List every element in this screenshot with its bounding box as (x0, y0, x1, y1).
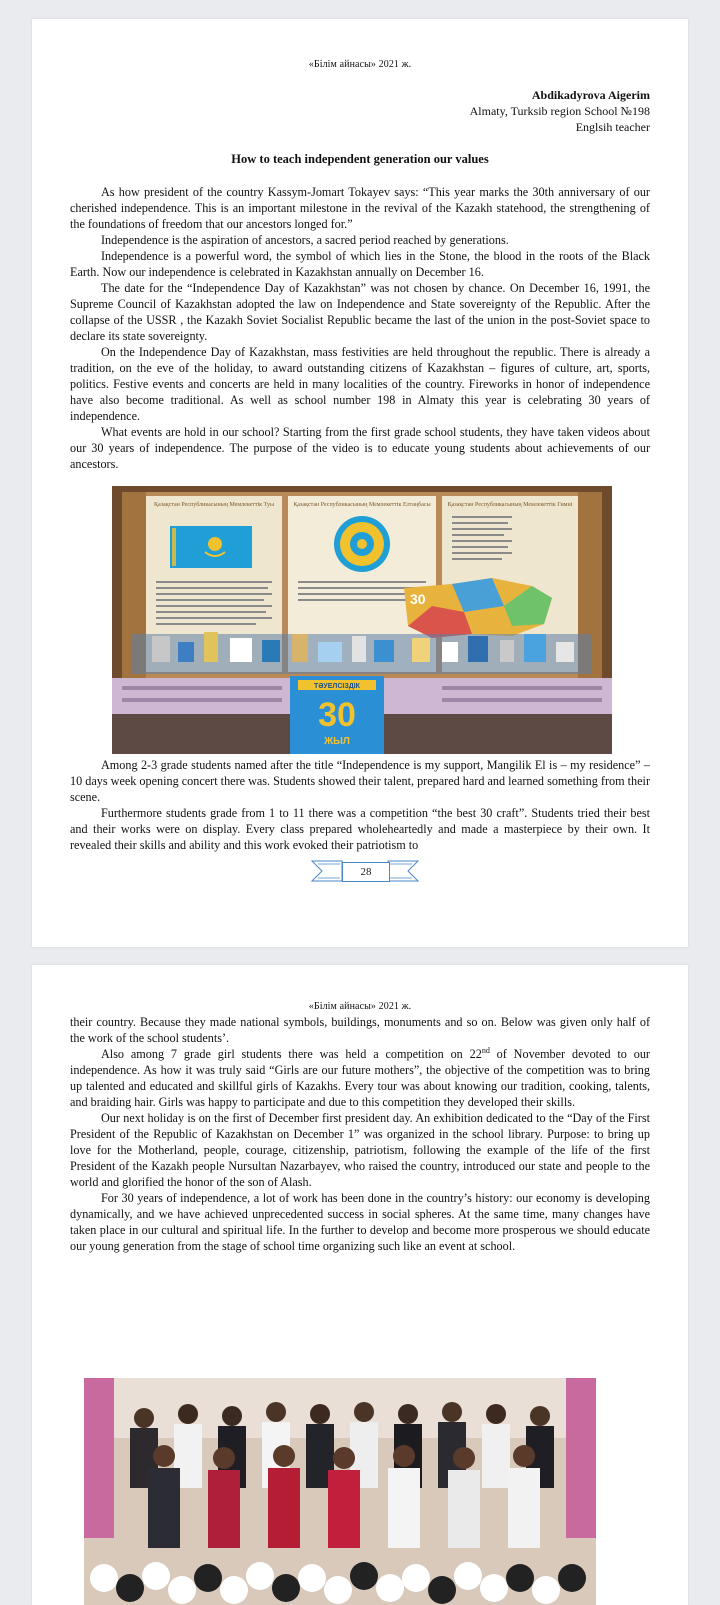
panel-center-title: Қазақстан Республикасының Мемлекеттік Елтаңбасы (293, 502, 431, 508)
journal-header: «Білім айнасы» 2021 ж. (308, 59, 412, 70)
paragraph: What events are hold in our school? Starting from the first grade school students, they have taken videos about our 30 years of independence. The purpose of the video is to educate young students about achievements of our ancestors. (70, 425, 650, 471)
article-title: How to teach independent generation our values (231, 152, 489, 166)
author-school: Almaty, Turksib region School №198 (469, 104, 650, 118)
paragraph: Among 2-3 grade students named after the title “Independence is my support, Mangilik El is – my residence” – 10 days week opening concert there was. Students showed their talent, prepared hard and learned something from their scene. (70, 758, 650, 804)
state-emblem-icon (334, 516, 390, 572)
panel-right-title: Қазақстан Республикасының Мемлекеттік Гимні (447, 502, 573, 508)
paragraph-text: Also among 7 grade girl students there was held a competition on 22 (101, 1047, 482, 1061)
paragraph: As how president of the country Kassym-Jomart Tokayev says: “This year marks the 30th anniversary of our cherished independence. This is an important milestone in the revival of the Kazakh statehood, the strengthening of the foundations of freedom that our ancestors longed for.” (70, 185, 650, 231)
girls-competition-photo (84, 1378, 596, 1605)
paragraph: Furthermore students grade from 1 to 11 there was a competition “the best 30 craft”. Students tried their best and their works were on display. Every class prepared wholeheartedly and made a masterpiece by their own. It revealed their skills and ability and this work evoked their patriotism to (70, 806, 650, 852)
paragraph (70, 1046, 650, 1110)
document-page-1 (32, 19, 688, 947)
paragraph: their country. Because they made national symbols, buildings, monuments and so on. Below was given only half of the work of the school students’. (70, 1015, 650, 1045)
paragraph-text: of November devoted to our independence. As how it was truly said “Girls are our future mothers”, the objective of the competition was to bring up talented and educated and skillful girls of Kazakhs. Every tour was about knowing our tradition, cooking, talents, and braiding hair. Girls was happy to participate and due to this competition they developed their skills. (70, 1047, 650, 1109)
document-page-2 (32, 965, 688, 1605)
author-name: Abdikadyrova Aigerim (531, 88, 650, 102)
paragraph: Our next holiday is on the first of December first president day. An exhibition dedicated to the “Day of the First President of the Republic of Kazakhstan on December 1” was organized in the school library. Purpose: to bring up love for the Motherland, people, courage, citizenship, patriotism, following the example of the life of the first President of the Kazakh people Nursultan Nazarbayev, who raised the country, introduced our state and people to the world and glorified the honor of the son of Alash. (70, 1111, 650, 1189)
kazakhstan-map-craft (404, 578, 552, 638)
page-number: 28 (342, 862, 390, 882)
paragraph: On the Independence Day of Kazakhstan, mass festivities are held throughout the republic. There is already a tradition, on the eve of the holiday, to award outstanding citizens of Kazakhstan – figures of culture, art, sports, politics. Festive events and concerts are held in many localities of the country. Fireworks in honor of independence have also become traditional. As well as school number 198 in Almaty this year is celebrating 30 years of independence. (70, 345, 650, 423)
author-position: Englsih teacher (575, 120, 650, 134)
kazakhstan-flag-icon (170, 526, 252, 568)
author-block (470, 87, 650, 135)
paragraph: The date for the “Independence Day of Kazakhstan” was not chosen by chance. On December 16, 1991, the Supreme Council of Kazakhstan adopted the law on Independence and State sovereignty of the Republic. After the collapse of the USSR , the Kazakh Soviet Socialist Republic became the last of the union in the post-Soviet space to declare its state sovereignty. (70, 281, 650, 343)
paragraph: Independence is the aspiration of ancestors, a sacred period reached by generations. (101, 233, 509, 247)
panel-left-title: Қазақстан Республикасының Мемлекеттік Туы (154, 502, 274, 508)
independence-30-sign (290, 676, 384, 754)
paragraph: Independence is a powerful word, the symbol of which lies in the Stone, the blood in the roots of the Black Earth. Now our independence is celebrated in Kazakhstan annually on December 16. (70, 249, 650, 279)
article-body-bottom (70, 757, 650, 853)
sign-number: 30 (318, 696, 356, 734)
article-body-continued (70, 1014, 650, 1254)
page-number-ribbon (310, 857, 420, 885)
journal-header: «Білім айнасы» 2021 ж. (308, 1001, 412, 1012)
ordinal-suffix: nd (481, 1045, 490, 1055)
article-body-top (70, 184, 650, 472)
paragraph: For 30 years of independence, a lot of work has been done in the country’s history: our economy is developing dynamically, and we have achieved unprecedented success in social spheres. At the same time, many changes have taken place in our cultural and spiritual life. In the further to develop and become more prosperous we should educate our young generation from the stage of school time organizing such like an event at school. (70, 1191, 650, 1253)
sign-top-text: ТӘУЕЛСІЗДІК (314, 683, 360, 690)
exhibition-photo (112, 486, 612, 754)
sign-bottom-text: ЖЫЛ (324, 736, 350, 747)
map-label: 30 (410, 591, 426, 607)
